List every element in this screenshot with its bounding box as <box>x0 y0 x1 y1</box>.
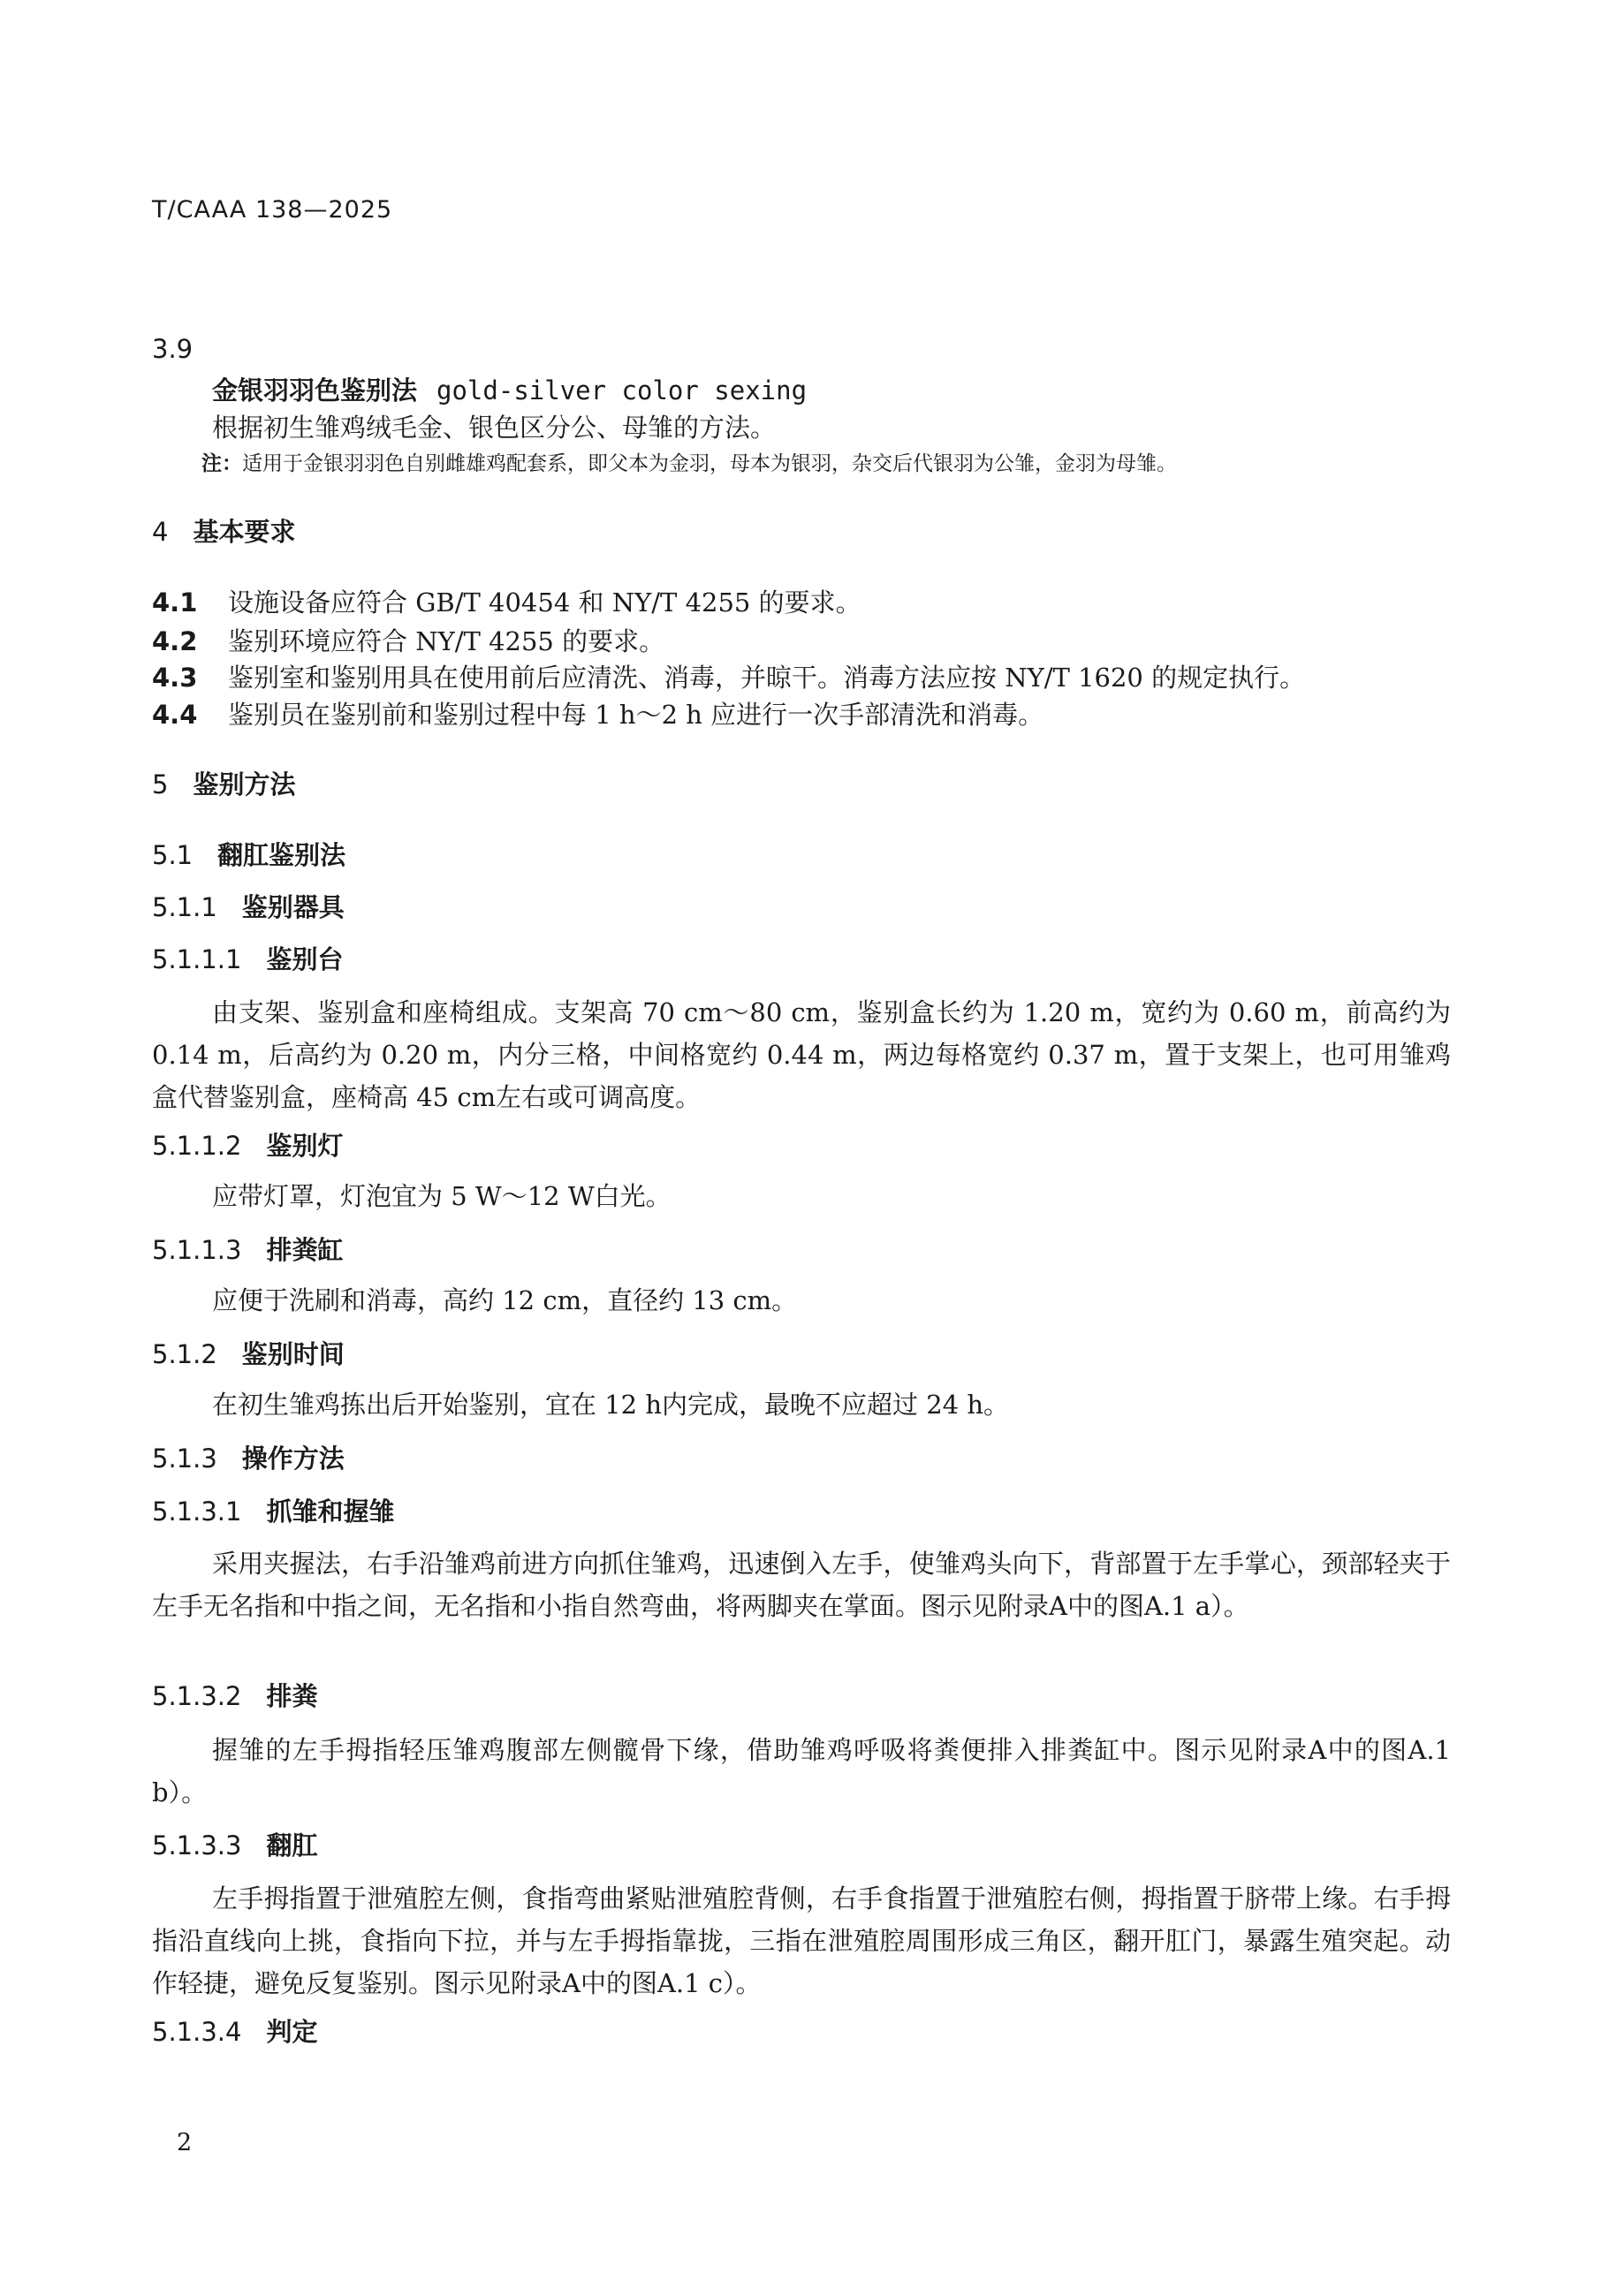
clause-5-1-1-2-text: 应带灯罩，灯泡宜为 5 W～12 W白光。 <box>212 1181 672 1211</box>
clause-5-1-3-4-heading <box>152 2012 317 2049</box>
section-4-number: 4 <box>152 517 169 547</box>
term-3-9-en: gold-silver color sexing <box>436 375 808 405</box>
clause-5-1-number: 5.1 <box>152 840 194 870</box>
clause-5-1-2-title: 鉴别时间 <box>241 1339 345 1369</box>
section-5-number: 5 <box>152 769 169 799</box>
clause-5-1-1-3-number: 5.1.1.3 <box>152 1235 242 1265</box>
clause-4-4 <box>152 695 1043 731</box>
clause-5-1-2-number: 5.1.2 <box>152 1339 217 1369</box>
standard-code-header: T/CAAA 138—2025 <box>152 196 393 224</box>
clause-5-1-3-2-text: 握雏的左手拇指轻压雏鸡腹部左侧髋骨下缘，借助雏鸡呼吸将粪便排入排粪缸中。图示见附录A中的图A.1 b）。 <box>152 1735 1451 1807</box>
clause-5-1-1-2-number: 5.1.1.2 <box>152 1131 242 1161</box>
clause-5-1-3-1-title: 抓雏和握雏 <box>266 1497 395 1527</box>
clause-5-1-1-1-text: 由支架、鉴别盒和座椅组成。支架高 70 cm～80 cm，鉴别盒长约为 1.20 m，宽约为 0.60 m，前高约为 0.14 m，后高约为 0.20 m，内分三格，中间格宽约 0.44 m，两边每格宽约 0.37 m，置于支架上，也可用雏鸡盒代替鉴别盒，座椅高 45 cm左右或可调高度。 <box>152 997 1451 1112</box>
clause-5-1-1-2-heading <box>152 1126 343 1163</box>
clause-5-1-3-3-number: 5.1.3.3 <box>152 1830 242 1860</box>
section-5-heading <box>152 765 295 801</box>
clause-4-1-number: 4.1 <box>152 587 198 618</box>
clause-5-1-1-1-heading <box>152 940 343 976</box>
page-number: 2 <box>177 2129 193 2156</box>
clause-4-1-text: 设施设备应符合 GB/T 40454 和 NY/T 4255 的要求。 <box>228 587 861 618</box>
clause-3-9-number: 3.9 <box>152 334 194 364</box>
clause-4-4-number: 4.4 <box>152 700 198 730</box>
clause-5-1-heading <box>152 836 345 872</box>
clause-5-1-3-4-title: 判定 <box>266 2017 318 2047</box>
clause-4-2-text: 鉴别环境应符合 NY/T 4255 的要求。 <box>228 626 665 656</box>
clause-5-1-3-2-title: 排粪 <box>266 1681 318 1711</box>
clause-5-1-3-3-heading <box>152 1826 317 1862</box>
clause-4-3-text: 鉴别室和鉴别用具在使用前后应清洗、消毒，并晾干。消毒方法应按 NY/T 1620 的规定执行。 <box>228 663 1306 693</box>
clause-4-1 <box>152 583 861 619</box>
clause-5-1-1-2-title: 鉴别灯 <box>266 1131 344 1161</box>
clause-5-1-3-number: 5.1.3 <box>152 1444 217 1474</box>
clause-5-1-3-1-number: 5.1.3.1 <box>152 1497 242 1527</box>
clause-5-1-2-text: 在初生雏鸡拣出后开始鉴别，宜在 12 h内完成，最晚不应超过 24 h。 <box>212 1390 1010 1420</box>
clause-5-1-3-1-heading <box>152 1492 394 1528</box>
section-5-title: 鉴别方法 <box>193 769 296 799</box>
term-3-9-cn: 金银羽羽色鉴别法 <box>212 375 418 405</box>
clause-5-1-3-2-number: 5.1.3.2 <box>152 1681 242 1711</box>
term-3-9-note <box>201 447 1177 476</box>
clause-5-1-1-number: 5.1.1 <box>152 892 217 922</box>
clause-5-1-3-3-title: 翻肛 <box>266 1830 318 1860</box>
clause-4-3-number: 4.3 <box>152 663 198 693</box>
clause-5-1-1-3-text: 应便于洗刷和消毒，高约 12 cm，直径约 13 cm。 <box>212 1285 798 1315</box>
clause-5-1-title: 翻肛鉴别法 <box>217 840 346 870</box>
section-4-heading <box>152 512 295 549</box>
term-3-9 <box>212 371 807 407</box>
clause-5-1-1-3-heading <box>152 1231 343 1267</box>
clause-4-2-number: 4.2 <box>152 626 198 656</box>
clause-5-1-3-title: 操作方法 <box>241 1444 345 1474</box>
clause-5-1-1-heading <box>152 888 345 924</box>
clause-5-1-3-2-heading <box>152 1677 317 1713</box>
clause-5-1-3-1-text: 采用夹握法，右手沿雏鸡前进方向抓住雏鸡，迅速倒入左手，使雏鸡头向下，背部置于左手掌心，颈部轻夹于左手无名指和中指之间，无名指和小指自然弯曲，将两脚夹在掌面。图示见附录A中的图A.1 a）。 <box>152 1549 1451 1621</box>
clause-5-1-3-3-text: 左手拇指置于泄殖腔左侧，食指弯曲紧贴泄殖腔背侧，右手食指置于泄殖腔右侧，拇指置于脐带上缘。右手拇指沿直线向上挑，食指向下拉，并与左手拇指靠拢，三指在泄殖腔周围形成三角区，翻开肛门，暴露生殖突起。动作轻捷，避免反复鉴别。图示见附录A中的图A.1 c）。 <box>152 1883 1451 1998</box>
clause-5-1-1-1-number: 5.1.1.1 <box>152 944 242 974</box>
clause-4-4-text: 鉴别员在鉴别前和鉴别过程中每 1 h～2 h 应进行一次手部清洗和消毒。 <box>228 700 1044 730</box>
clause-5-1-3-heading <box>152 1439 345 1475</box>
section-4-title: 基本要求 <box>193 517 296 547</box>
clause-5-1-3-4-number: 5.1.3.4 <box>152 2017 242 2047</box>
note-text: 适用于金银羽羽色自别雌雄鸡配套系，即父本为金羽，母本为银羽，杂交后代银羽为公雏，金羽为母雏。 <box>242 452 1177 475</box>
clause-4-2 <box>152 622 664 658</box>
clause-5-1-1-1-title: 鉴别台 <box>266 944 344 974</box>
clause-5-1-1-title: 鉴别器具 <box>241 892 345 922</box>
clause-5-1-2-heading <box>152 1335 345 1371</box>
clause-4-3 <box>152 658 1305 694</box>
term-3-9-definition: 根据初生雏鸡绒毛金、银色区分公、母雏的方法。 <box>212 413 777 443</box>
note-label: 注： <box>201 452 242 475</box>
clause-5-1-1-3-title: 排粪缸 <box>266 1235 344 1265</box>
